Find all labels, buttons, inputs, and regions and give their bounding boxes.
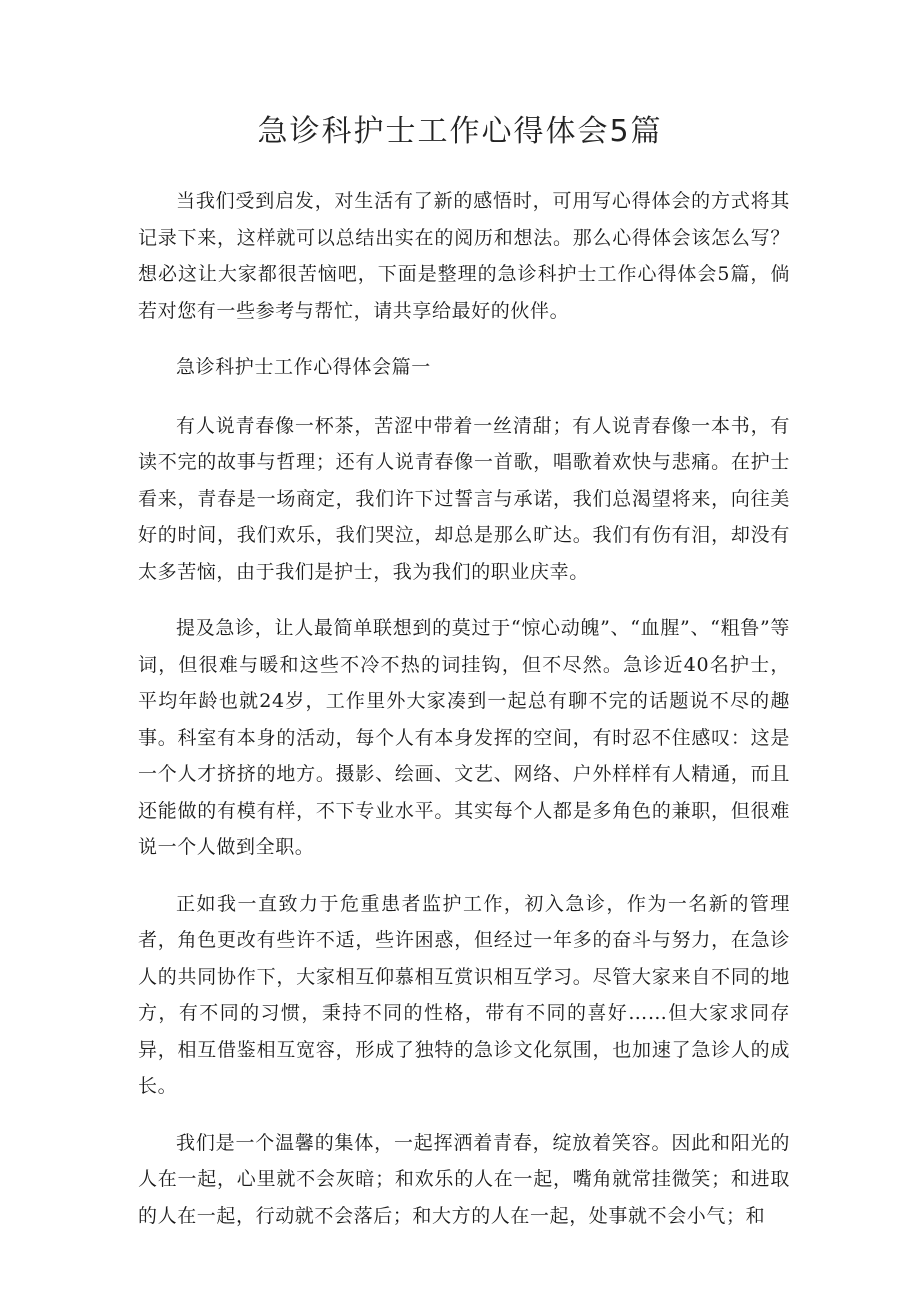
body-paragraph: 提及急诊，让人最简单联想到的莫过于“惊心动魄”、“血腥”、“粗鲁”等词，但很难与暖和这些不冷不热的词挂钩，但不尽然。急诊近40名护士，平均年龄也就24岁，工作里外大家凑到一起总有聊不完的话题说不尽的趣事。科室有本身的活动，每个人有本身发挥的空间，有时忍不住感叹：这是一个人才挤挤的地方。摄影、绘画、文艺、网络、户外样样有人精通，而且还能做的有模有样，不下专业水平。其实每个人都是多角色的兼职，但很难说一个人做到全职。 — [138, 617, 790, 858]
body-paragraph: 正如我一直致力于危重患者监护工作，初入急诊，作为一名新的管理者，角色更改有些许不适，些许困惑，但经过一年多的奋斗与努力，在急诊人的共同协作下，大家相互仰慕相互赏识相互学习。尽管大家来自不同的地方，有不同的习惯，秉持不同的性格，带有不同的喜好……但大家求同存异，相互借鉴相互宽容，形成了独特的急诊文化氛围，也加速了急诊人的成长。 — [138, 892, 790, 1097]
section-heading: 急诊科护士工作心得体会篇一 — [176, 356, 431, 378]
body-paragraph: 我们是一个温馨的集体，一起挥洒着青春，绽放着笑容。因此和阳光的人在一起，心里就不会灰暗；和欢乐的人在一起，嘴角就常挂微笑；和进取的人在一起，行动就不会落后；和大方的人在一起，处事就不会小气；和 — [138, 1131, 790, 1227]
document-body — [138, 183, 790, 1254]
body-paragraph: 有人说青春像一杯茶，苦涩中带着一丝清甜；有人说青春像一本书，有读不完的故事与哲理；还有人说青春像一首歌，唱歌着欢快与悲痛。在护士看来，青春是一场商定，我们许下过誓言与承诺，我们总渴望将来，向往美好的时间，我们欢乐，我们哭泣，却总是那么旷达。我们有伤有泪，却没有太多苦恼，由于我们是护士，我为我们的职业庆幸。 — [138, 414, 790, 583]
document-title: 急诊科护士工作心得体会5篇 — [257, 114, 663, 149]
intro-paragraph: 当我们受到启发，对生活有了新的感悟时，可用写心得体会的方式将其记录下来，这样就可以总结出实在的阅历和想法。那么心得体会该怎么写？想必这让大家都很苦恼吧，下面是整理的急诊科护士工作心得体会5篇，倘若对您有一些参考与帮忙，请共享给最好的伙伴。 — [138, 190, 790, 322]
